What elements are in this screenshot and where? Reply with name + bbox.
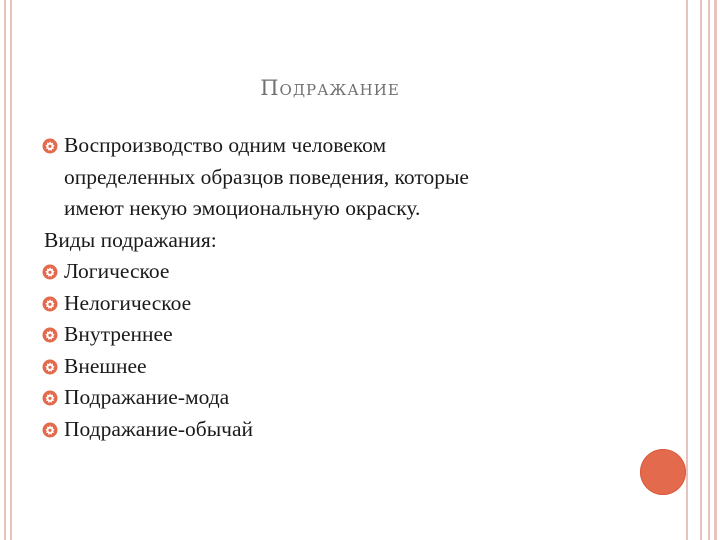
slide-title: Подражание xyxy=(260,76,400,100)
slide-content xyxy=(42,130,662,445)
list-item-label: Внутреннее xyxy=(64,322,173,346)
list-item-label: Внешнее xyxy=(64,353,147,378)
list-item xyxy=(42,319,662,351)
list-item-label: Логическое xyxy=(64,259,170,283)
list-item xyxy=(42,256,662,288)
gear-icon xyxy=(42,390,58,406)
list-item xyxy=(42,351,662,383)
gear-icon xyxy=(42,422,58,438)
types-heading: Виды подражания: xyxy=(44,227,217,252)
decorative-circle xyxy=(640,449,686,495)
definition-line: Воспроизводство одним человеком xyxy=(64,133,387,157)
list-item xyxy=(42,414,662,446)
list-item-label: Подражание-обычай xyxy=(64,416,253,441)
gear-icon xyxy=(42,327,58,343)
right-border-line xyxy=(686,0,688,540)
right-border-line xyxy=(700,0,702,540)
definition-bullet xyxy=(42,130,662,225)
list-item-label: Подражание-мода xyxy=(64,385,230,409)
list-item xyxy=(42,382,662,414)
right-border-line xyxy=(708,0,710,540)
list-item-label: Нелогическое xyxy=(64,290,192,315)
definition-line: определенных образцов поведения, которые xyxy=(64,164,469,189)
gear-icon xyxy=(42,264,58,280)
definition-line: имеют некую эмоциональную окраску. xyxy=(64,196,421,220)
gear-icon xyxy=(42,359,58,375)
list-item xyxy=(42,288,662,320)
gear-icon xyxy=(42,296,58,312)
gear-icon xyxy=(42,138,58,154)
right-border-line xyxy=(714,0,717,540)
